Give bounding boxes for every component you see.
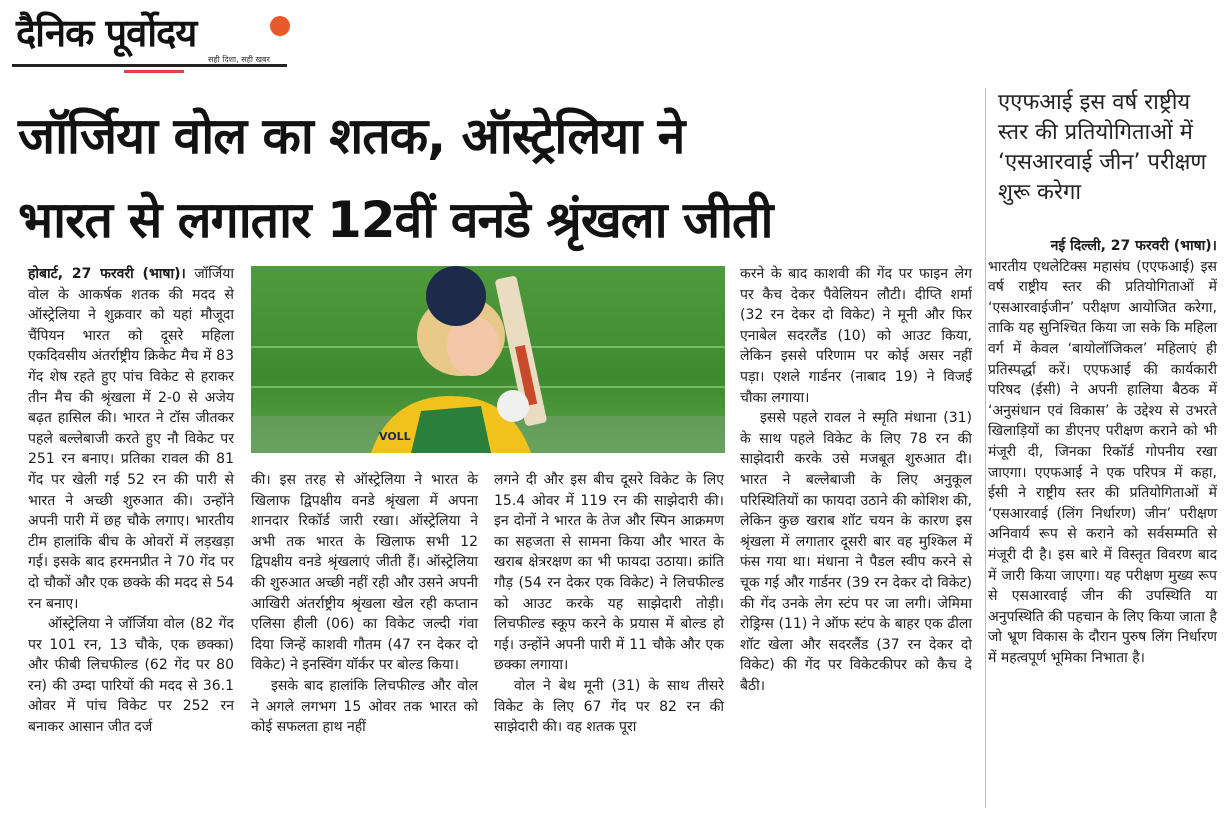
col2-paragraph-2: इसके बाद हालांकि लिचफील्ड और वोल ने अगले लगभग 15 ओवर तक भारत को कोई सफलता हाथ नहीं bbox=[251, 677, 478, 736]
col1-paragraph-1: जॉर्जिया वोल के आकर्षक शतक की मदद से ऑस्ट्रेलिया ने शुक्रवार को यहां मौजूदा चैंपियन भारत को दूसरे महिला एकदिवसीय अंतर्राष्ट्रीय क्रिकेट मैच में 83 गेंद शेष रहते हुए पांच विकेट से हराकर तीन मैच की श्रृंखला में 2-0 से अजेय बढ़त हासिल की। भारत ने टॉस जीतकर पहले बल्लेबाजी करते हुए नौ विकेट पर 251 रन बनाए। प्रतिका रावल की 81 गेंद पर खेली गई 52 रन की पारी से भारत ने अच्छी शुरुआत की। उन्होंने अपनी पारी में छह चौके लगाए। भारतीय टीम हालांकि बीच के ओवरों में लड़खड़ा गई। इसके बाद हरमनप्रीत ने 70 गेंद पर दो चौकों और एक छक्के की मदद से 54 रन बनाए। bbox=[28, 266, 235, 612]
col3-paragraph-2: वोल ने बेथ मूनी (31) के साथ तीसरे विकेट के लिए 67 गेंद पर 82 रन की साझेदारी की। वह शतक पूरा bbox=[494, 677, 724, 736]
masthead-strip bbox=[124, 70, 184, 73]
masthead-logo-dot bbox=[270, 16, 290, 36]
jersey-text: VOLL bbox=[379, 430, 411, 443]
main-column-2 bbox=[251, 470, 478, 738]
side-column bbox=[988, 236, 1217, 668]
col4-paragraph-1: करने के बाद काशवी की गेंद पर फाइन लेग पर कैच देकर पैवेलियन लौटी। दीप्ति शर्मा (32 रन देकर दो विकेट) ने मूनी और फिर एनाबेल सदरलैंड (10) को आउट किया, लेकिन इससे परिणाम पर कोई असर नहीं पड़ा। एशले गार्डनर (नाबाद 19) ने विजई चौका लगाया। bbox=[740, 266, 972, 406]
col2-paragraph-1: की। इस तरह से ऑस्ट्रेलिया ने भारत के खिलाफ द्विपक्षीय वनडे श्रृंखला में अपना शानदार रिकॉर्ड जारी रखा। ऑस्ट्रेलिया ने अभी तक भारत के खिलाफ सभी 12 द्विपक्षीय वनडे श्रृंखलाएं जीती हैं। ऑस्ट्रेलिया की शुरुआत अच्छी नहीं रही और उसने अपनी आखिरी अंतर्राष्ट्रीय श्रृंखला खेल रही कप्तान एलिसा हीली (06) का विकेट जल्दी गंवा दिया जिन्हें काशवी गौतम (47 रन देकर दो विकेट) ने इनस्विंग यॉर्कर पर बोल्ड किया। bbox=[251, 472, 478, 674]
headline-line-2: भारत से लगातार 12वीं वनडे श्रृंखला जीती bbox=[18, 191, 773, 249]
col3-paragraph-1: लगने दी और इस बीच दूसरे विकेट के लिए 15.4 ओवर में 119 रन की साझेदारी की। इन दोनों ने भारत के तेज और स्पिन आक्रमण का सहजता से सामना किया और भारत के खराब क्षेत्ररक्षण का भी फायदा उठाया। क्रांति गौड़ (54 रन देकर एक विकेट) ने लिचफील्ड को आउट करके यह साझेदारी तोड़ी। लिचफील्ड स्कूप करने के प्रयास में बोल्ड हो गई। उन्होंने अपनी पारी में 11 चौके और एक छक्का लगाया। bbox=[494, 472, 724, 674]
col4-paragraph-2: इससे पहले रावल ने स्मृति मंधाना (31) के साथ पहले विकेट के लिए 78 रन की साझेदारी करके उसे मजबूत शुरुआत दी। भारत ने बल्लेबाजी के लिए अनुकूल परिस्थितियों का फायदा उठाने की कोशिश की, लेकिन कुछ खराब शॉट चयन के कारण इस श्रृंखला में लगातार दूसरी बार वह मुश्किल में फंस गया था। मंधाना ने पैडल स्वीप करने से चूक गई और गार्डनर (39 रन देकर दो विकेट) की गेंद उनके लेग स्टंप पर जा लगी। जेमिमा रोड्रिग्स (11) ने ऑफ स्टंप के बाहर एक ढीला शॉट खेला और सदरलैंड (37 रन देकर दो विकेट) की गेंद पर विकेटकीपर को कैच दे बैठी। bbox=[740, 410, 972, 694]
masthead-tagline: सही दिशा, सही खबर bbox=[208, 55, 270, 64]
masthead bbox=[12, 6, 292, 72]
side-paragraph: भारतीय एथलेटिक्स महासंघ (एएफआई) इस वर्ष राष्ट्रीय स्तर की प्रतियोगिताओं में ‘एसआरवाईजीन’ परीक्षण आयोजित करेगा, ताकि यह सुनिश्चित किया जा सके कि महिला वर्ग में केवल ‘बायोलॉजिकल’ महिलाएं ही प्रतिस्पर्द्धा करें। एएफआई की कार्यकारी परिषद (ईसी) ने अपनी हालिया बैठक में ‘अनुसंधान एवं विकास’ के उद्देश्य से उभरते खिलाड़ियों का डीएनए परीक्षण कराने को भी मंजूरी दी, जिनका रिकॉर्ड गोपनीय रखा जाएगा। एएफआई ने एक परिपत्र में कहा, ईसी ने राष्ट्रीय स्तर की प्रतियोगिताओं में ‘एसआरवाई (लिंग निर्धारण) जीन’ परीक्षण अनिवार्य रूप से कराने को सर्वसम्मति से मंजूरी दी है। इस बारे में विस्तृत विवरण बाद में जारी किया जाएगा। यह परीक्षण मुख्य रूप से एसआरवाई जीन की उपस्थिति या अनुपस्थिति की पहचान के लिए किया जाता है जो भ्रूण विकास के दौरान पुरुष लिंग निर्धारण में महत्वपूर्ण भूमिका निभाता है। bbox=[988, 258, 1217, 666]
main-dateline: होबार्ट, 27 फरवरी (भाषा)। bbox=[28, 266, 186, 282]
col1-paragraph-2: ऑस्ट्रेलिया ने जॉर्जिया वोल (82 गेंद पर 101 रन, 13 चौके, एक छक्का) और फीबी लिचफील्ड (62 गेंद पर 80 रन) की उम्दा पारियों की मदद से 36.1 ओवर में पांच विकेट पर 252 रन बनाकर आसान जीत दर्ज bbox=[28, 616, 234, 736]
column-divider bbox=[985, 88, 986, 808]
masthead-rule bbox=[12, 64, 287, 67]
headline-line-1: जॉर्जिया वोल का शतक, ऑस्ट्रेलिया ने bbox=[18, 107, 685, 165]
side-headline: एएफआई इस वर्ष राष्ट्रीय स्तर की प्रतियोगिताओं में ‘एसआरवाई जीन’ परीक्षण शुरू करेगा bbox=[998, 90, 1207, 205]
batter-figure-icon bbox=[251, 266, 725, 453]
cricket-photo bbox=[251, 266, 725, 453]
main-headline bbox=[18, 94, 978, 262]
masthead-title: दैनिक पूर्वोदय bbox=[16, 10, 197, 55]
main-column-1 bbox=[28, 264, 234, 738]
main-column-3 bbox=[494, 470, 724, 738]
side-dateline: नई दिल्ली, 27 फरवरी (भाषा)। bbox=[1050, 238, 1217, 254]
main-column-4 bbox=[740, 264, 972, 696]
